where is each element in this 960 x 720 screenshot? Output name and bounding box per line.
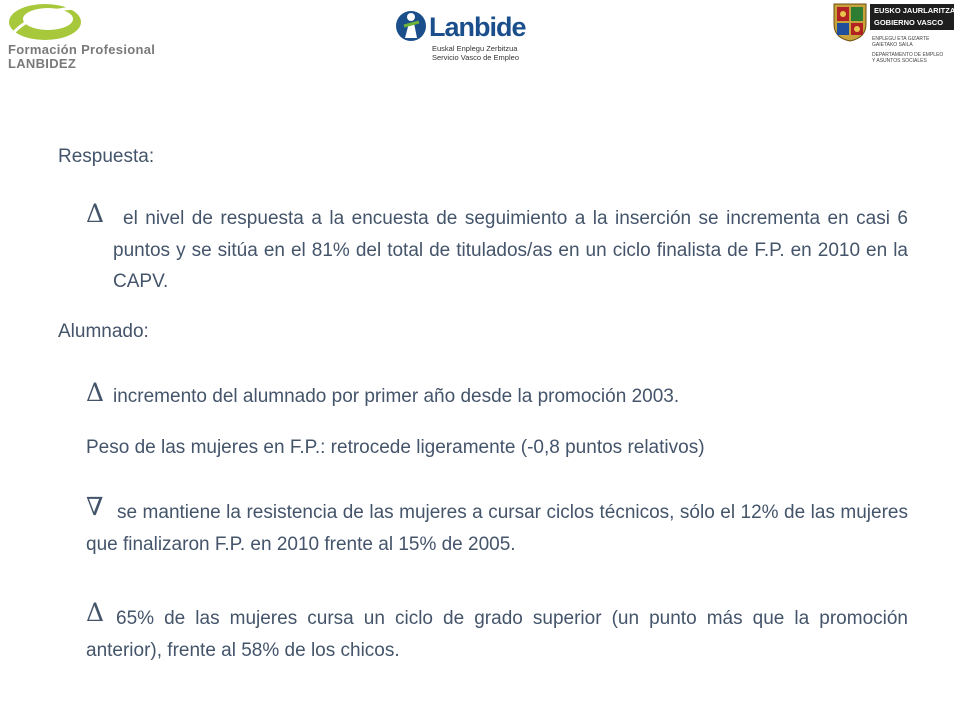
gv-sub-2: GAIETAKO SAILA xyxy=(872,42,913,48)
coat-of-arms-icon xyxy=(832,2,868,42)
lanbide-subtitle-1: Euskal Enplegu Zerbitzua xyxy=(432,44,518,53)
logo-gobierno-vasco xyxy=(830,2,958,72)
increase-delta-icon: Δ xyxy=(86,598,105,627)
respuesta-item-text: el nivel de respuesta a la encuesta de seguimiento a la inserción se incrementa en casi 6 puntos y se sitúa en el 81% del total de titulados/as en un ciclo finalista de F.P. en 2010 en la CAPV. xyxy=(113,208,908,292)
increase-delta-icon: Δ xyxy=(86,199,105,228)
increase-delta-icon: Δ xyxy=(86,378,105,407)
gv-sub-3: DEPARTAMENTO DE EMPLEO xyxy=(872,52,944,58)
peso-mujeres-line: Peso de las mujeres en F.P.: retrocede ligeramente (-0,8 puntos relativos) xyxy=(86,437,705,458)
header xyxy=(0,0,960,80)
lanbide-wordmark: Lanbide xyxy=(429,12,526,42)
fp-leaf-icon xyxy=(6,2,84,42)
grado-item-text: 65% de las mujeres cursa un ciclo de grado superior (un punto más que la promoción anterior), frente al 58% de los chicos. xyxy=(86,608,908,661)
respuesta-heading: Respuesta: xyxy=(58,146,155,167)
alumnado-item-text: incremento del alumnado por primer año desde la promoción 2003. xyxy=(113,386,680,407)
logo-fp-line1: Formación Profesional xyxy=(8,42,156,57)
logo-lanbide xyxy=(395,6,535,66)
logo-formacion-profesional xyxy=(4,2,184,72)
lanbide-subtitle-2: Servicio Vasco de Empleo xyxy=(432,53,519,62)
alumnado-heading: Alumnado: xyxy=(58,321,149,342)
gv-sub-4: Y ASUNTOS SOCIALES xyxy=(872,58,927,64)
lanbide-person-icon xyxy=(395,6,429,46)
mujeres-item-text: se mantiene la resistencia de las mujeres a cursar ciclos técnicos, sólo el 12% de las mujeres que finalizaron F.P. en 2010 frente al 15% de 2005. xyxy=(86,502,908,555)
gv-title-2: GOBIERNO VASCO xyxy=(874,18,944,27)
decrease-nabla-icon: ∇ xyxy=(86,492,104,521)
logo-fp-line2: LANBIDEZ xyxy=(8,56,77,71)
gv-sub-1: ENPLEGU ETA GIZARTE xyxy=(872,36,930,42)
gv-title-1: EUSKO JAURLARITZA xyxy=(874,6,956,15)
